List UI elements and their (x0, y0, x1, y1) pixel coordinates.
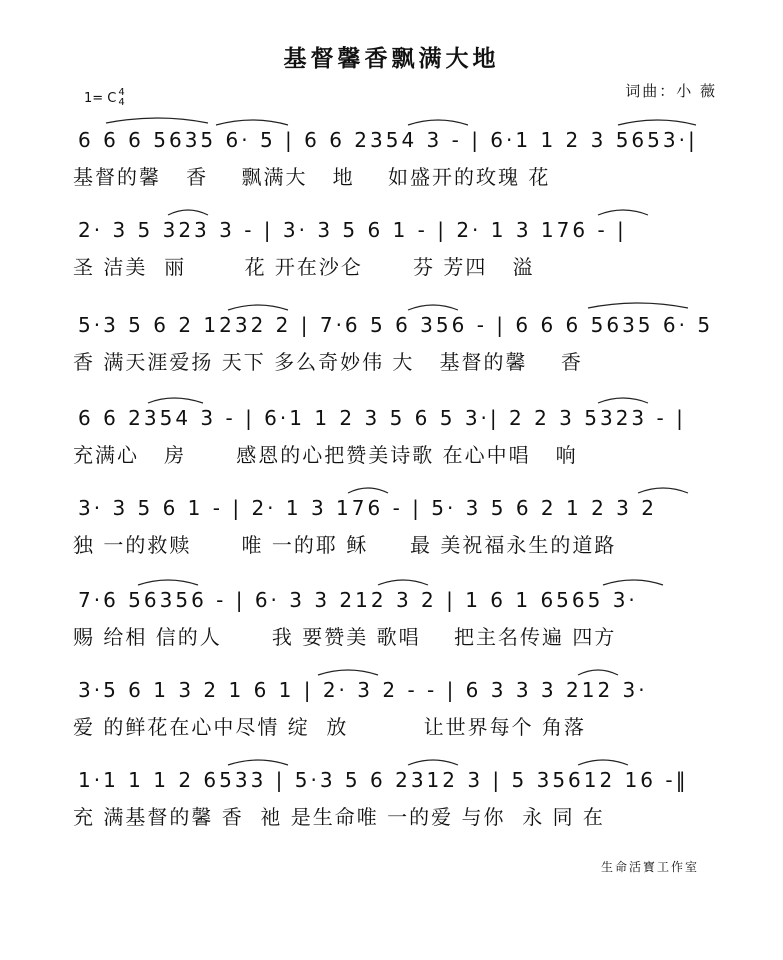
lyrics-row: 充 满基督的馨 香 祂 是生命唯 一的爱 与你 永 同 在 (73, 805, 605, 829)
numbered-notes: 3· 3 5 6 1 - | 2· 1 3 176 - | 5· 3 5 6 2 1 2 3 2 (78, 496, 657, 520)
numbered-notes: 7·6 56356 - | 6· 3 3 212 3 2 | 1 6 1 6565 3· (78, 588, 638, 612)
notation-row (78, 487, 726, 527)
score-line-5 (0, 473, 783, 563)
notation-row (78, 579, 726, 619)
studio-signature: 生命活寳工作室 (600, 860, 699, 874)
numbered-notes: 5·3 5 6 2 1232 2 | 7·6 5 6 356 - | 6 6 6 5635 6· 5 (78, 313, 714, 337)
numbered-notes: 1·1 1 1 2 6533 | 5·3 5 6 2312 3 | 5 35612 16 -‖ (78, 768, 689, 792)
numbered-notes: 2· 3 5 323 3 - | 3· 3 5 6 1 - | 2· 1 3 176 - | (78, 218, 627, 242)
lyrics-row: 充满心 房 感恩的心把赞美诗歌 在心中唱 响 (73, 443, 578, 467)
notation-row (78, 119, 726, 159)
score-line-3 (0, 290, 783, 380)
time-signature-unit: 4 (118, 97, 125, 108)
lyrics-row: 圣 洁美 丽 花 开在沙仑 芬 芳四 溢 (73, 255, 535, 279)
score-line-7 (0, 655, 783, 745)
song-title: 基督馨香飘满大地 (283, 45, 500, 72)
lyricist-composer-credit: 词曲：小 薇 (625, 82, 717, 100)
numbered-notes: 6 6 6 5635 6· 5 | 6 6 2354 3 - | 6·1 1 2 3 5653·| (78, 128, 698, 152)
score-line-2 (0, 195, 783, 285)
notation-row (78, 397, 726, 437)
lyrics-row: 香 满天涯爱扬 天下 多么奇妙伟 大 基督的馨 香 (73, 350, 583, 374)
score-line-4 (0, 383, 783, 473)
score-line-6 (0, 565, 783, 655)
key-label: 1= C (84, 90, 117, 106)
numbered-notes: 6 6 2354 3 - | 6·1 1 2 3 5 6 5 3·| 2 2 3 5323 - | (78, 406, 686, 430)
lyrics-row: 爱 的鲜花在心中尽情 绽 放 让世界每个 角落 (73, 715, 587, 739)
lyrics-row: 基督的馨 香 飘满大 地 如盛开的玫瑰 花 (73, 165, 551, 189)
lyrics-row: 赐 给相 信的人 我 要赞美 歌唱 把主名传遍 四方 (73, 625, 617, 649)
time-signature-beats: 4 (118, 87, 125, 98)
notation-row (78, 209, 726, 249)
score-line-1 (0, 105, 783, 195)
numbered-notes: 3·5 6 1 3 2 1 6 1 | 2· 3 2 - - | 6 3 3 3 212 3· (78, 678, 648, 702)
notation-row (78, 759, 726, 799)
lyrics-row: 独 一的救赎 唯 一的耶 稣 最 美祝福永生的道路 (73, 533, 617, 557)
notation-row (78, 304, 726, 344)
score-line-8 (0, 745, 783, 835)
notation-row (78, 669, 726, 709)
